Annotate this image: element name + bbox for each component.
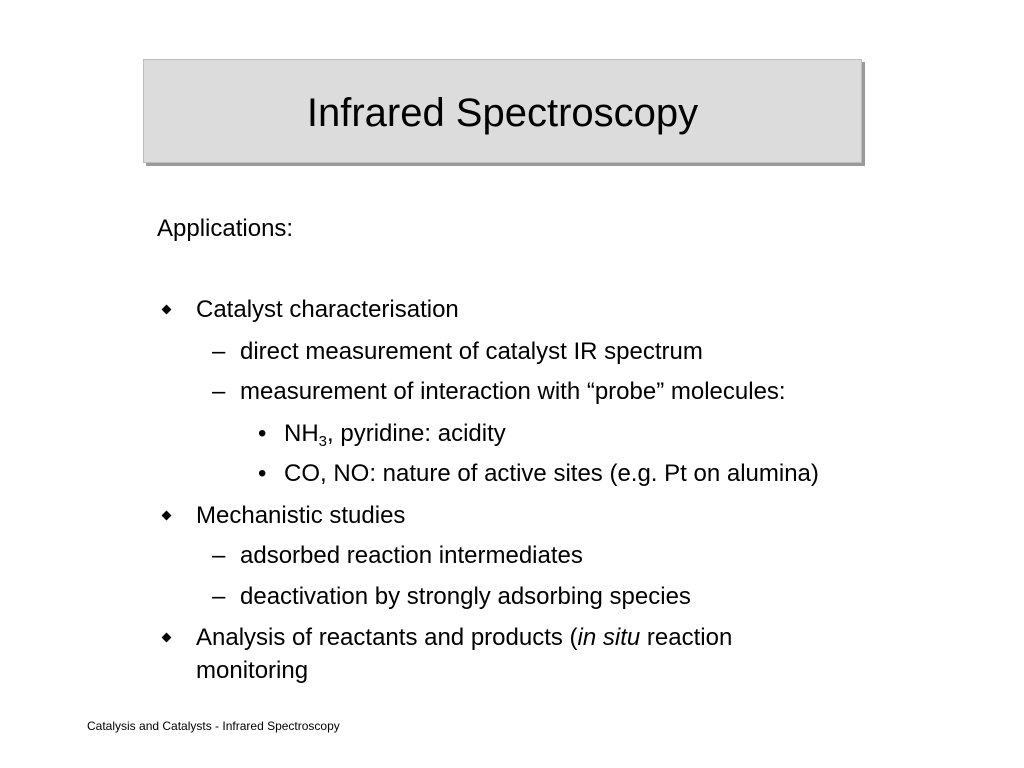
subsub-co-no: CO, NO: nature of active sites (e.g. Pt on alumina)	[284, 460, 819, 487]
sub-direct-measurement: direct measurement of catalyst IR spectrum	[240, 338, 703, 365]
slide-footer: Catalysis and Catalysts - Infrared Spectroscopy	[87, 719, 340, 733]
bullet-mechanistic-studies: Mechanistic studies	[196, 502, 406, 529]
nh3-subscript: 3	[318, 433, 328, 450]
diamond-bullet-icon	[162, 305, 172, 315]
bullet-catalyst-characterisation: Catalyst characterisation	[196, 296, 459, 323]
dash-marker: –	[212, 338, 226, 365]
applications-heading: Applications:	[157, 215, 294, 242]
analysis-post: reaction	[640, 624, 733, 651]
diamond-bullet-icon	[162, 511, 172, 521]
dash-marker: –	[212, 583, 226, 610]
sub-adsorbed-intermediates: adsorbed reaction intermediates	[240, 542, 583, 569]
nh3-rest: , pyridine: acidity	[327, 420, 506, 447]
sub-probe-molecules: measurement of interaction with “probe” molecules:	[240, 378, 786, 405]
diamond-bullet-icon	[162, 633, 172, 643]
subsub-nh3-pyridine	[284, 420, 506, 448]
dash-marker: –	[212, 378, 226, 405]
dash-marker: –	[212, 542, 226, 569]
analysis-in-situ: in situ	[577, 624, 641, 651]
dot-marker: •	[258, 420, 267, 447]
slide-title: Infrared Spectroscopy	[306, 90, 699, 135]
dot-marker: •	[258, 460, 267, 487]
nh3-prefix: NH	[284, 420, 319, 447]
analysis-pre: Analysis of reactants and products (	[196, 624, 578, 651]
bullet-analysis-line1	[196, 624, 732, 652]
sub-deactivation: deactivation by strongly adsorbing species	[240, 583, 691, 610]
bullet-analysis-line2: monitoring	[196, 657, 309, 684]
